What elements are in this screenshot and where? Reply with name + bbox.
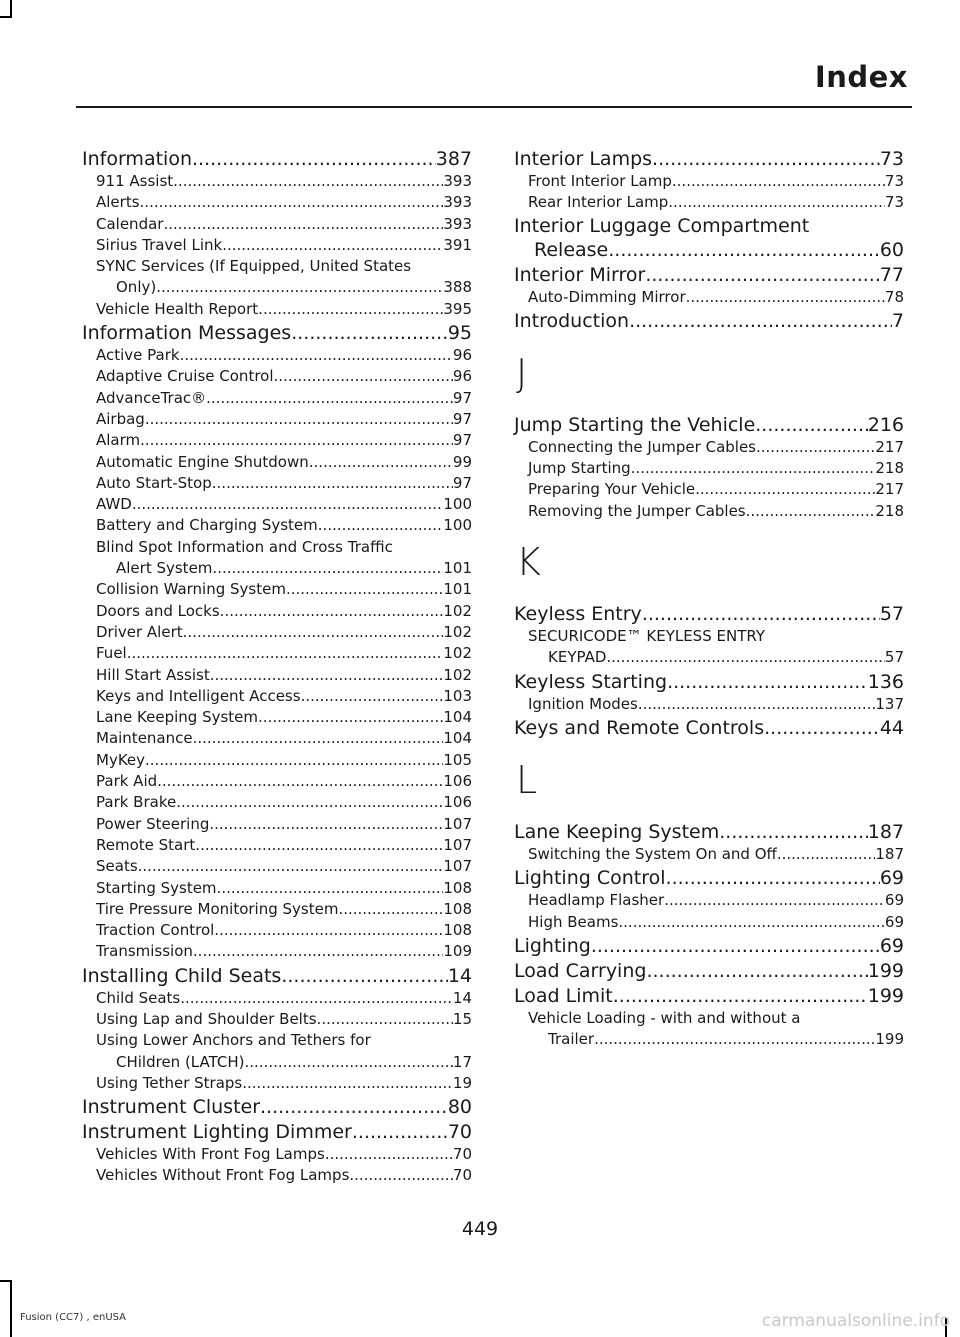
index-entry[interactable]: Instrument Lighting Dimmer ..... 70: [82, 1120, 472, 1144]
index-subentry[interactable]: Using Lower Anchors and Tethers for CHildren (LATCH) ..... 17: [82, 1030, 472, 1073]
index-entry[interactable]: Lighting ..... 69: [514, 934, 904, 958]
index-subentry[interactable]: Using Lap and Shoulder Belts ..... 15: [82, 1009, 472, 1030]
index-entry[interactable]: Interior Luggage Compartment Release ..... 60: [514, 214, 904, 262]
index-subentry[interactable]: 911 Assist ..... 393: [82, 171, 472, 192]
index-subentry[interactable]: Hill Start Assist ..... 102: [82, 665, 472, 686]
page-title: Index: [814, 60, 908, 94]
index-entry[interactable]: Keyless Entry ..... 57: [514, 602, 904, 626]
index-entry[interactable]: Interior Lamps ..... 73: [514, 147, 904, 171]
page-number: 449: [461, 1218, 499, 1240]
index-subentry[interactable]: SECURICODE™ KEYLESS ENTRY KEYPAD ..... 57: [514, 626, 904, 669]
watermark: carmanualsonline.info: [761, 1311, 950, 1331]
index-entry[interactable]: Instrument Cluster ..... 80: [82, 1095, 472, 1119]
footer-text: Fusion (CC7) , enUSA: [20, 1312, 127, 1323]
index-subentry[interactable]: High Beams ..... 69: [514, 912, 904, 933]
index-column-right: [514, 146, 904, 1050]
index-entry[interactable]: Information ..... 387: [82, 147, 472, 171]
index-subentry[interactable]: Preparing Your Vehicle ..... 217: [514, 479, 904, 500]
index-subentry[interactable]: Switching the System On and Off ..... 187: [514, 844, 904, 865]
index-entry[interactable]: Jump Starting the Vehicle ..... 216: [514, 413, 904, 437]
crop-mark: [0, 16, 12, 18]
index-subentry[interactable]: Rear Interior Lamp ..... 73: [514, 192, 904, 213]
section-letter: L: [516, 757, 538, 802]
index-subentry[interactable]: Connecting the Jumper Cables ..... 217: [514, 437, 904, 458]
section-letter: J: [516, 350, 528, 395]
index-subentry[interactable]: Doors and Locks ..... 102: [82, 601, 472, 622]
index-subentry[interactable]: Automatic Engine Shutdown ..... 99: [82, 452, 472, 473]
index-subentry[interactable]: Auto Start-Stop ..... 97: [82, 473, 472, 494]
index-subentry[interactable]: Headlamp Flasher ..... 69: [514, 890, 904, 911]
index-subentry[interactable]: Jump Starting ..... 218: [514, 458, 904, 479]
index-subentry[interactable]: Auto-Dimming Mirror ..... 78: [514, 287, 904, 308]
crop-mark: [10, 1280, 12, 1337]
index-subentry[interactable]: Fuel ..... 102: [82, 643, 472, 664]
index-entry[interactable]: Keys and Remote Controls ..... 44: [514, 716, 904, 740]
index-subentry[interactable]: Lane Keeping System ..... 104: [82, 707, 472, 728]
index-subentry[interactable]: MyKey ..... 105: [82, 750, 472, 771]
index-subentry[interactable]: Removing the Jumper Cables ..... 218: [514, 501, 904, 522]
index-subentry[interactable]: Tire Pressure Monitoring System ..... 108: [82, 899, 472, 920]
index-entry[interactable]: Lane Keeping System ..... 187: [514, 820, 904, 844]
index-subentry[interactable]: Vehicle Loading - with and without a Trailer ..... 199: [514, 1008, 904, 1051]
index-column-left: [82, 146, 472, 1187]
index-subentry[interactable]: Adaptive Cruise Control ..... 96: [82, 366, 472, 387]
crop-mark: [0, 1280, 12, 1282]
index-entry[interactable]: Introduction ..... 7: [514, 309, 904, 333]
index-subentry[interactable]: Vehicles Without Front Fog Lamps ..... 70: [82, 1165, 472, 1186]
index-subentry[interactable]: AdvanceTrac® ..... 97: [82, 388, 472, 409]
index-subentry[interactable]: Front Interior Lamp ..... 73: [514, 171, 904, 192]
index-subentry[interactable]: Using Tether Straps ..... 19: [82, 1073, 472, 1094]
index-subentry[interactable]: Maintenance ..... 104: [82, 728, 472, 749]
index-subentry[interactable]: AWD ..... 100: [82, 494, 472, 515]
index-subentry[interactable]: Remote Start ..... 107: [82, 835, 472, 856]
index-subentry[interactable]: Vehicle Health Report ..... 395: [82, 299, 472, 320]
index-subentry[interactable]: Park Aid ..... 106: [82, 771, 472, 792]
index-subentry[interactable]: Seats ..... 107: [82, 856, 472, 877]
index-entry[interactable]: Lighting Control ..... 69: [514, 866, 904, 890]
index-subentry[interactable]: Starting System ..... 108: [82, 878, 472, 899]
index-entry[interactable]: Load Limit ..... 199: [514, 984, 904, 1008]
index-subentry[interactable]: Power Steering ..... 107: [82, 814, 472, 835]
section-letter: K: [516, 540, 541, 585]
index-subentry[interactable]: SYNC Services (If Equipped, United States Only) ..... 388: [82, 256, 472, 299]
index-subentry[interactable]: Traction Control ..... 108: [82, 920, 472, 941]
title-rule: [76, 106, 912, 108]
index-subentry[interactable]: Battery and Charging System ..... 100: [82, 515, 472, 536]
index-subentry[interactable]: Transmission ..... 109: [82, 941, 472, 962]
index-entry[interactable]: Load Carrying ..... 199: [514, 959, 904, 983]
index-subentry[interactable]: Alarm ..... 97: [82, 430, 472, 451]
index-subentry[interactable]: Child Seats ..... 14: [82, 988, 472, 1009]
index-subentry[interactable]: Driver Alert ..... 102: [82, 622, 472, 643]
index-subentry[interactable]: Calendar ..... 393: [82, 214, 472, 235]
index-subentry[interactable]: Airbag ..... 97: [82, 409, 472, 430]
index-entry[interactable]: Interior Mirror ..... 77: [514, 263, 904, 287]
index-subentry[interactable]: Keys and Intelligent Access ..... 103: [82, 686, 472, 707]
index-subentry[interactable]: Blind Spot Information and Cross Traffic Alert System ..... 101: [82, 537, 472, 580]
index-subentry[interactable]: Sirius Travel Link ..... 391: [82, 235, 472, 256]
index-entry[interactable]: Information Messages ..... 95: [82, 321, 472, 345]
index-subentry[interactable]: Park Brake ..... 106: [82, 792, 472, 813]
index-subentry[interactable]: Active Park ..... 96: [82, 345, 472, 366]
index-subentry[interactable]: Ignition Modes ..... 137: [514, 694, 904, 715]
index-subentry[interactable]: Vehicles With Front Fog Lamps ..... 70: [82, 1144, 472, 1165]
index-subentry[interactable]: Collision Warning System ..... 101: [82, 579, 472, 600]
index-subentry[interactable]: Alerts ..... 393: [82, 192, 472, 213]
index-entry[interactable]: Installing Child Seats ..... 14: [82, 964, 472, 988]
index-entry[interactable]: Keyless Starting ..... 136: [514, 670, 904, 694]
